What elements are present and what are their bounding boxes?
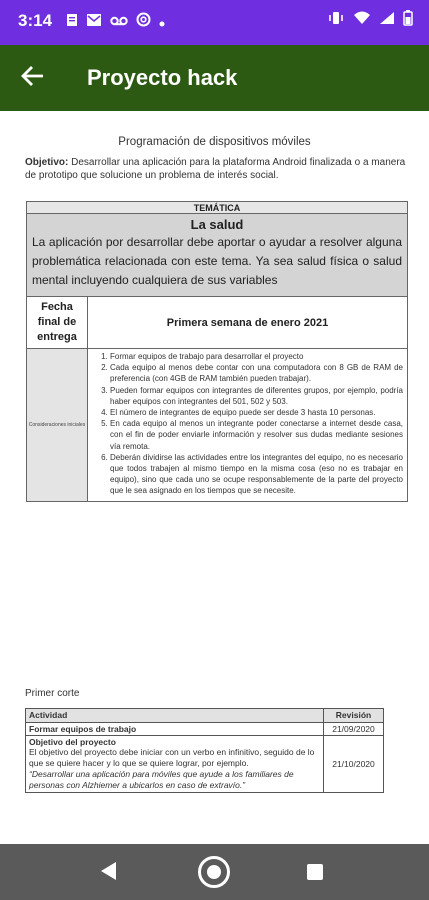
- wifi-icon: [353, 11, 371, 29]
- status-bar: [0, 0, 429, 45]
- column-header-actividad: Actividad: [26, 709, 324, 723]
- arrow-left-icon: [20, 63, 46, 89]
- voicemail-icon: [110, 13, 128, 31]
- back-button[interactable]: [20, 63, 50, 93]
- actividad-description: El objetivo del proyecto debe iniciar con un verbo en infinitivo, seguido de lo que se quiere hacer y lo que se quiere lograr, por ejemplo.: [29, 747, 315, 768]
- tematica-header: TEMÁTICA: [27, 202, 408, 214]
- tematica-description: La aplicación por desarrollar debe aportar o ayudar a resolver alguna problemática relacionada con este tema. Ya sea salud física o salud mental incluyendo cualquiera de sus variables: [32, 235, 402, 287]
- app-bar: [0, 45, 429, 111]
- battery-icon: [403, 10, 413, 30]
- navigation-bar: [0, 844, 429, 900]
- at-sign-icon: [136, 12, 151, 31]
- consideraciones-label: Consideraciones iniciales: [27, 349, 88, 502]
- revision-date: 21/09/2020: [324, 723, 384, 736]
- tematica-subject: La salud: [190, 217, 244, 232]
- fecha-value: Primera semana de enero 2021: [88, 297, 408, 349]
- back-triangle-icon[interactable]: [101, 862, 116, 880]
- document-icon: [66, 13, 78, 31]
- recents-square-icon[interactable]: [307, 864, 323, 880]
- consideraciones-list: [88, 349, 408, 502]
- dot-icon: [159, 13, 165, 31]
- list-item: 6. Deberán dividirse las actividades entre los integrantes del equipo, no es necesario que todos trabajen al mismo tiempo en la misma cosa (eso no es trabajar en equipo), sino que cada uno se ocupe responsablemente de la parte del proyecto que le sea asignado en los tiempos que se necesite.: [110, 452, 403, 497]
- list-item: 2. Cada equipo al menos debe contar con una computadora con 8 GB de RAM de preferencia (con 4GB de RAM también pueden trabajar).: [110, 362, 403, 384]
- actividad-cell: [26, 736, 324, 793]
- column-header-revision: Revisión: [324, 709, 384, 723]
- objective-text: Desarrollar una aplicación para la plataforma Android finalizada o a manera de prototipo que solucione un problema de interés social.: [25, 157, 406, 181]
- tematica-table: [26, 201, 408, 502]
- page-title: Proyecto hack: [87, 65, 238, 90]
- table-row: [26, 723, 384, 736]
- actividad-name: Objetivo del proyecto: [29, 737, 116, 747]
- table-row: [26, 736, 384, 793]
- actividad-name: Formar equipos de trabajo: [26, 723, 324, 736]
- document-title: Programación de dispositivos móviles: [118, 136, 311, 148]
- list-item: 3. Pueden formar equipos con integrantes de diferentes grupos, por ejemplo, podría haber equipos con integrantes del 501, 502 y 503.: [110, 385, 403, 407]
- signal-icon: [379, 11, 395, 29]
- list-item: 4. El número de integrantes de equipo puede ser desde 3 hasta 10 personas.: [110, 407, 403, 418]
- actividad-example: “Desarrollar una aplicación para móviles que ayude a los familiares de personas con Alzhiemer a ubicarlos en caso de extravío.”: [29, 769, 294, 790]
- home-dot: [207, 865, 221, 879]
- document-viewer[interactable]: [0, 111, 429, 844]
- primer-corte-label: Primer corte: [25, 688, 80, 699]
- objective-label: Objetivo:: [25, 157, 69, 168]
- fecha-label: Fecha final de entrega: [27, 297, 88, 349]
- mail-icon: [86, 13, 102, 31]
- system-icons: [327, 10, 413, 30]
- tematica-box: [27, 214, 408, 297]
- revision-date: 21/10/2020: [324, 736, 384, 793]
- status-time: 3:14: [18, 11, 53, 30]
- notification-icons: [66, 12, 165, 31]
- list-item: 5. En cada equipo al menos un integrante poder conectarse a internet desde casa, con el fin de poder enviarle información y resolver sus dudas mediante sesiones vía remota.: [110, 418, 403, 452]
- actividad-table: [25, 708, 384, 793]
- objective-paragraph: [25, 156, 415, 182]
- vibrate-icon: [327, 11, 345, 29]
- list-item: 1. Formar equipos de trabajo para desarrollar el proyecto: [110, 351, 403, 362]
